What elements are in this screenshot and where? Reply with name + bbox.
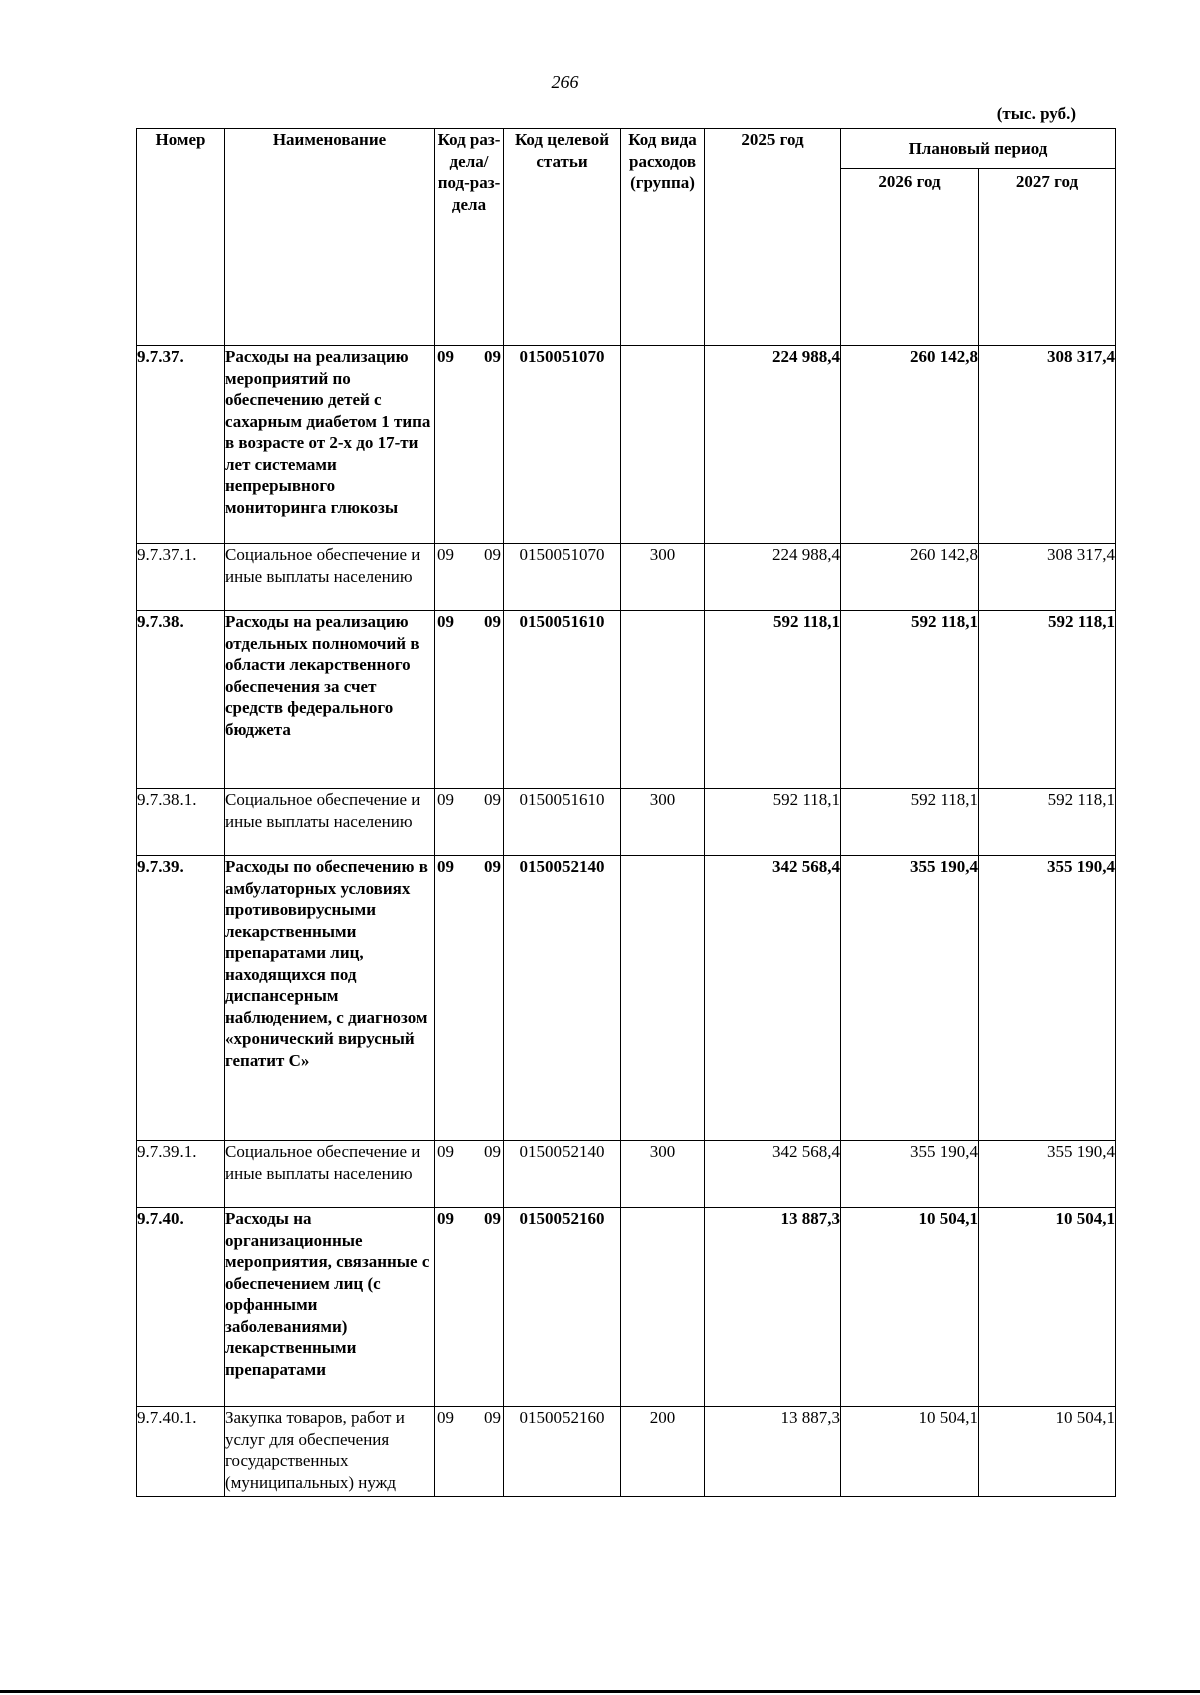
- row-target: 0150051070: [504, 544, 621, 611]
- row-number: 9.7.37.1.: [137, 544, 225, 611]
- row-group: 300: [621, 1141, 705, 1208]
- units-label: (тыс. руб.): [996, 104, 1076, 123]
- row-2025: 592 118,1: [705, 789, 841, 856]
- header-name: Наименование: [225, 129, 435, 346]
- row-target: 0150052140: [504, 1141, 621, 1208]
- row-pr: 09: [484, 790, 501, 809]
- row-rz: 09: [437, 347, 454, 366]
- table-row: [137, 1208, 1116, 1407]
- row-2025: 13 887,3: [705, 1208, 841, 1407]
- row-rz: 09: [437, 857, 454, 876]
- header-number: Номер: [137, 129, 225, 346]
- header-2025: 2025 год: [705, 129, 841, 346]
- row-2026: 10 504,1: [841, 1208, 979, 1407]
- row-name: Расходы по обеспечению в амбулаторных условиях противовирусными лекарственными препаратами лиц, находящихся под диспансерным наблюдением, с диагнозом «хронический вирусный гепатит С»: [225, 856, 435, 1141]
- row-rz: 09: [437, 545, 454, 564]
- row-2027: 355 190,4: [979, 856, 1116, 1141]
- row-group: 300: [621, 544, 705, 611]
- row-razdel: [435, 856, 504, 1141]
- row-number: 9.7.38.1.: [137, 789, 225, 856]
- row-number: 9.7.40.1.: [137, 1407, 225, 1497]
- row-name: Расходы на реализацию отдельных полномочий в области лекарственного обеспечения за счет средств федерального бюджета: [225, 611, 435, 789]
- row-2026: 355 190,4: [841, 856, 979, 1141]
- row-target: 0150051610: [504, 611, 621, 789]
- row-razdel: [435, 1141, 504, 1208]
- row-number: 9.7.38.: [137, 611, 225, 789]
- row-2025: 342 568,4: [705, 1141, 841, 1208]
- row-2027: 592 118,1: [979, 611, 1116, 789]
- table-row: [137, 1141, 1116, 1208]
- row-2025: 342 568,4: [705, 856, 841, 1141]
- row-razdel: [435, 1407, 504, 1497]
- row-razdel: [435, 789, 504, 856]
- row-2025: 13 887,3: [705, 1407, 841, 1497]
- scan-edge-line: [0, 1690, 1200, 1693]
- row-pr: 09: [484, 545, 501, 564]
- row-target: 0150052160: [504, 1407, 621, 1497]
- row-2026: 592 118,1: [841, 789, 979, 856]
- table-row: [137, 1407, 1116, 1497]
- row-group: [621, 346, 705, 544]
- row-rz: 09: [437, 1209, 454, 1228]
- row-razdel: [435, 611, 504, 789]
- row-razdel: [435, 346, 504, 544]
- table-row: [137, 346, 1116, 544]
- row-2026: 260 142,8: [841, 346, 979, 544]
- row-2025: 224 988,4: [705, 346, 841, 544]
- table-row: [137, 789, 1116, 856]
- row-2025: 592 118,1: [705, 611, 841, 789]
- row-number: 9.7.37.: [137, 346, 225, 544]
- row-rz: 09: [437, 790, 454, 809]
- row-pr: 09: [484, 1142, 501, 1161]
- row-pr: 09: [484, 857, 501, 876]
- row-2026: 592 118,1: [841, 611, 979, 789]
- row-2027: 10 504,1: [979, 1208, 1116, 1407]
- row-number: 9.7.39.1.: [137, 1141, 225, 1208]
- row-name: Расходы на организационные мероприятия, связанные с обеспечением лиц (с орфанными заболеваниями) лекарственными препаратами: [225, 1208, 435, 1407]
- row-2025: 224 988,4: [705, 544, 841, 611]
- row-2027: 308 317,4: [979, 346, 1116, 544]
- row-group: [621, 611, 705, 789]
- row-razdel: [435, 1208, 504, 1407]
- table-row: [137, 856, 1116, 1141]
- header-group: Код вида расходов (группа): [621, 129, 705, 346]
- row-name: Расходы на реализацию мероприятий по обеспечению детей с сахарным диабетом 1 типа в возрасте от 2-х до 17-ти лет системами непрерывного мониторинга глюкозы: [225, 346, 435, 544]
- row-2026: 355 190,4: [841, 1141, 979, 1208]
- budget-table: [136, 128, 1116, 1497]
- header-2026: 2026 год: [841, 169, 979, 346]
- row-target: 0150052160: [504, 1208, 621, 1407]
- header-target: Код целевой статьи: [504, 129, 621, 346]
- row-rz: 09: [437, 1142, 454, 1161]
- row-2026: 260 142,8: [841, 544, 979, 611]
- row-name: Социальное обеспечение и иные выплаты населению: [225, 1141, 435, 1208]
- row-pr: 09: [484, 1408, 501, 1427]
- row-target: 0150051610: [504, 789, 621, 856]
- table-row: [137, 611, 1116, 789]
- row-rz: 09: [437, 1408, 454, 1427]
- row-number: 9.7.39.: [137, 856, 225, 1141]
- row-pr: 09: [484, 1209, 501, 1228]
- row-name: Социальное обеспечение и иные выплаты населению: [225, 544, 435, 611]
- row-target: 0150051070: [504, 346, 621, 544]
- row-2027: 355 190,4: [979, 1141, 1116, 1208]
- row-rz: 09: [437, 612, 454, 631]
- header-2027: 2027 год: [979, 169, 1116, 346]
- header-razdel: Код раз-дела/ под-раз-дела: [435, 129, 504, 346]
- row-razdel: [435, 544, 504, 611]
- row-pr: 09: [484, 347, 501, 366]
- row-2027: 308 317,4: [979, 544, 1116, 611]
- header-planned: Плановый период: [841, 129, 1116, 169]
- row-number: 9.7.40.: [137, 1208, 225, 1407]
- row-2027: 10 504,1: [979, 1407, 1116, 1497]
- page-number: 266: [551, 72, 579, 92]
- row-pr: 09: [484, 612, 501, 631]
- table-row: [137, 544, 1116, 611]
- row-group: 200: [621, 1407, 705, 1497]
- row-name: Закупка товаров, работ и услуг для обеспечения государственных (муниципальных) нужд: [225, 1407, 435, 1497]
- row-2026: 10 504,1: [841, 1407, 979, 1497]
- row-group: [621, 1208, 705, 1407]
- row-name: Социальное обеспечение и иные выплаты населению: [225, 789, 435, 856]
- row-group: 300: [621, 789, 705, 856]
- row-target: 0150052140: [504, 856, 621, 1141]
- row-2027: 592 118,1: [979, 789, 1116, 856]
- row-group: [621, 856, 705, 1141]
